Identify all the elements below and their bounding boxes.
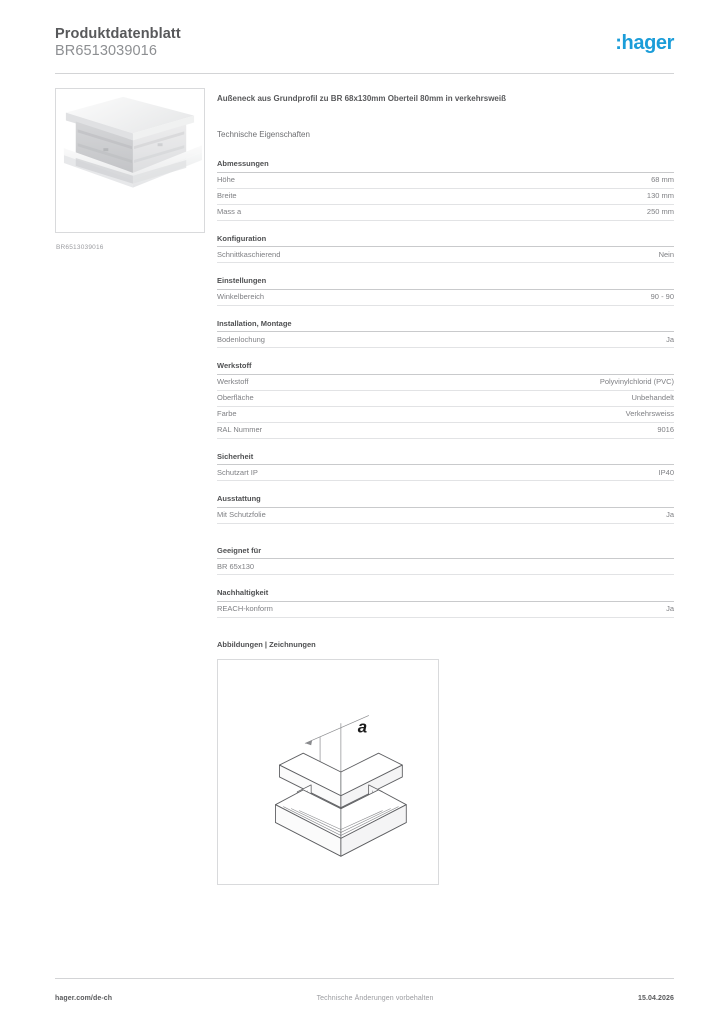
spec-value: Ja [666,334,674,344]
footer-website[interactable]: hager.com/de-ch [55,995,113,1002]
spec-value: 9016 [657,425,674,434]
spec-group-title: Einstellungen [217,276,674,290]
spec-group [217,546,674,576]
spec-row [217,173,674,189]
footer-date: 15.04.2026 [637,995,674,1002]
page-footer [55,995,674,1002]
spec-value: 130 mm [646,191,674,200]
product-photo-image [56,89,204,232]
spec-row [217,423,674,439]
spec-row [217,602,674,618]
spec-label: RAL Nummer [217,425,263,434]
spec-group-title: Abmessungen [217,159,674,173]
drawing-dimension-label-a: a [357,716,368,736]
spec-label: Mit Schutzfolie [217,510,266,519]
spec-label: Winkelbereich [217,292,265,301]
spec-group [217,319,674,349]
spec-label: Farbe [217,409,237,418]
spec-row [217,290,674,306]
spec-row [217,391,674,407]
spec-label: Bodenlochung [217,334,265,344]
spec-label: Werkstoff [217,377,249,386]
spec-group [217,494,674,524]
spec-group-title: Sicherheit [217,452,674,466]
spec-row [217,559,674,575]
spec-group [217,234,674,264]
spec-row [217,205,674,221]
spec-value: 250 mm [646,207,674,216]
drawings-heading: Abbildungen | Zeichnungen [217,639,316,649]
spec-group-title: Installation, Montage [217,319,674,333]
product-description: Außeneck aus Grundprofil zu BR 68x130mm Oberteil 80mm in verkehrsweiß [217,94,506,103]
spec-value: Verkehrsweiss [625,409,674,418]
spec-label: BR 65x130 [217,561,255,571]
spec-label: Breite [217,191,237,200]
spec-value: Polyvinylchlorid (PVC) [599,377,674,386]
spec-label: Höhe [217,175,235,184]
spec-label: Oberfläche [217,393,254,402]
spec-value: 68 mm [651,175,674,184]
header-divider [55,73,674,74]
product-photo [55,88,205,233]
page-header [55,26,674,72]
spec-group-title: Konfiguration [217,234,674,248]
specification-groups [217,159,674,618]
spec-group [217,452,674,482]
footer-disclaimer: Technische Änderungen vorbehalten [316,995,434,1002]
spec-group [217,159,674,221]
spec-group-title: Geeignet für [217,546,674,560]
spec-value: 90 - 90 [650,292,674,301]
spec-label: REACH-konform [217,604,273,613]
hager-logo: :hager [615,32,674,54]
spec-row [217,375,674,391]
spec-group [217,276,674,306]
spec-value: Ja [666,510,674,519]
spec-label: Schutzart IP [217,467,258,477]
footer-divider [55,978,674,979]
spec-group [217,361,674,439]
spec-group-title: Werkstoff [217,361,674,375]
spec-row [217,332,674,348]
spec-value: Ja [666,604,674,613]
spec-group-title: Ausstattung [217,494,674,508]
spec-group-title: Nachhaltigkeit [217,588,674,602]
spec-row [217,465,674,481]
spec-label: Schnittkaschierend [217,249,281,259]
page-title: Produktdatenblatt [55,26,181,42]
spec-value: Nein [658,249,674,259]
spec-value: Unbehandelt [631,393,674,402]
technical-drawing-image [218,660,438,884]
spec-row [217,189,674,205]
product-photo-caption: BR6513039016 [56,244,104,251]
product-reference: BR6513039016 [55,43,157,59]
spec-row [217,247,674,263]
technical-properties-heading: Technische Eigenschaften [217,130,310,139]
technical-drawing [217,659,439,885]
spec-group [217,588,674,618]
spec-row [217,508,674,524]
spec-label: Mass a [217,207,242,216]
spec-value: IP40 [658,467,674,477]
main-content [217,93,674,885]
spec-row [217,407,674,423]
